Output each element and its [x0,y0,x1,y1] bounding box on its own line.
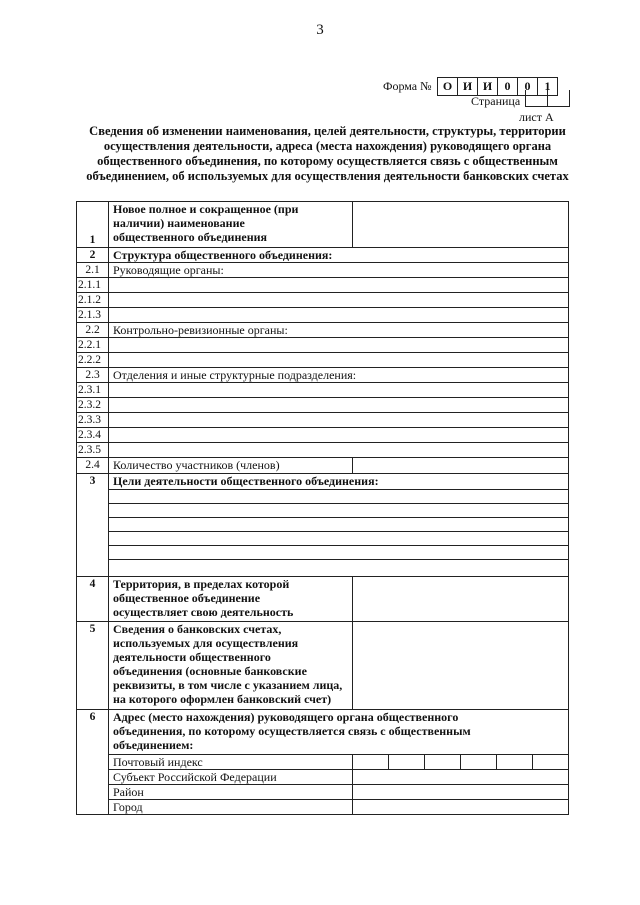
postal-code-digit[interactable] [389,755,425,770]
row-number: 6 [77,710,109,815]
goals-line [77,546,569,560]
row-4 [77,577,569,622]
federal-subject-field[interactable] [353,770,569,785]
row-number: 1 [77,202,109,248]
goals-line [77,490,569,504]
row-label-address: Адрес (место нахождения) руководящего органа общественного объединения, по которому осуществляется связь с общественным объединением: [109,710,569,755]
row-number: 2 [77,248,109,263]
postal-code-digit[interactable] [425,755,461,770]
row-number: 2.2 [77,323,109,338]
goals-field[interactable] [109,504,569,518]
row-number: 2.3.3 [77,413,109,428]
goals-field[interactable] [109,532,569,546]
branch-field[interactable] [109,428,569,443]
sheet-label: лист А [519,110,554,124]
row-2-3-5 [77,443,569,458]
goals-line [77,504,569,518]
row-label-branches: Отделения и иные структурные подразделения: [109,368,569,383]
row-number: 2.3.1 [77,383,109,398]
row-2-3-3 [77,413,569,428]
row-number: 4 [77,577,109,622]
page-number-boxes [525,90,570,107]
row-number: 2.1.2 [77,293,109,308]
row-label-city: Город [109,800,353,815]
city-field[interactable] [353,800,569,815]
row-2-2-1 [77,338,569,353]
row-label-bank-accounts: Сведения о банковских счетах, используемых для осуществления деятельности общественного объединения (основные банковские реквизиты, в том числе с указанием лица, на которого оформлен банковский счет) [109,622,353,710]
goals-line [77,532,569,546]
row-label-audit-bodies: Контрольно-ревизионные органы: [109,323,569,338]
row-number: 2.3.2 [77,398,109,413]
bank-accounts-field[interactable] [353,622,569,710]
row-label-governing-bodies: Руководящие органы: [109,263,569,278]
row-label-structure: Структура общественного объединения: [109,248,569,263]
new-name-field[interactable] [353,202,569,248]
row-number: 5 [77,622,109,710]
governing-body-field[interactable] [109,293,569,308]
page-number-box[interactable] [548,90,569,106]
row-6-city [77,800,569,815]
row-2-3-1 [77,383,569,398]
row-6-postal-code [77,755,569,770]
row-label-territory: Территория, в пределах которой общественное объединение осуществляет свою деятельность [109,577,353,622]
branch-field[interactable] [109,443,569,458]
row-label-postal-code: Почтовый индекс [109,755,353,770]
row-2-1 [77,263,569,278]
row-2-2-2 [77,353,569,368]
goals-line [77,518,569,532]
members-count-field[interactable] [353,458,569,474]
row-label-district: Район [109,785,353,800]
form-code-cell: 0 [498,78,518,95]
row-2-3-2 [77,398,569,413]
territory-field[interactable] [353,577,569,622]
row-2-2 [77,323,569,338]
form-code-cell: И [458,78,478,95]
form-table [76,201,569,815]
row-label-goals: Цели деятельности общественного объединения: [109,474,569,490]
form-code-cell: О [438,78,458,95]
row-label-federal-subject: Субъект Российской Федерации [109,770,353,785]
postal-code-digit[interactable] [353,755,389,770]
row-2-1-1 [77,278,569,293]
form-code-cell: И [478,78,498,95]
row-number: 2.2.1 [77,338,109,353]
goals-field[interactable] [109,518,569,532]
row-1 [77,202,569,248]
row-number: 2.1.3 [77,308,109,323]
governing-body-field[interactable] [109,308,569,323]
row-6 [77,710,569,755]
branch-field[interactable] [109,413,569,428]
postal-code-digit[interactable] [461,755,497,770]
row-3 [77,474,569,490]
goals-field[interactable] [109,490,569,504]
row-6-subject [77,770,569,785]
page-number: 3 [316,22,324,38]
row-2-3-4 [77,428,569,443]
row-number: 2.1.1 [77,278,109,293]
document-title: Сведения об изменении наименования, целей деятельности, структуры, территории осуществления деятельности, адреса (места нахождения) руководящего органа общественного объединения, по которому осуществляется связь с общественным объединением, об используемых для осуществления деятельности банковских счетах [86,124,569,183]
district-field[interactable] [353,785,569,800]
form-number-label: Форма № [383,79,432,93]
postal-code-digit[interactable] [533,755,569,770]
branch-field[interactable] [109,398,569,413]
audit-body-field[interactable] [109,338,569,353]
row-2 [77,248,569,263]
row-5 [77,622,569,710]
page-number-box[interactable] [526,90,548,106]
page-label: Страница [471,94,521,108]
audit-body-field[interactable] [109,353,569,368]
row-2-4 [77,458,569,474]
row-2-1-2 [77,293,569,308]
row-2-3 [77,368,569,383]
row-number: 2.3.4 [77,428,109,443]
form-code-cell: 0 [518,78,538,95]
row-label-members-count: Количество участников (членов) [109,458,353,474]
row-label-new-name: Новое полное и сокращенное (при наличии) наименование общественного объединения [109,202,353,248]
governing-body-field[interactable] [109,278,569,293]
row-number: 2.3 [77,368,109,383]
goals-field[interactable] [109,546,569,560]
postal-code-digit[interactable] [497,755,533,770]
row-number: 2.1 [77,263,109,278]
goals-field[interactable] [109,560,569,577]
row-number: 2.4 [77,458,109,474]
goals-line [77,560,569,577]
form-code-cell: 1 [544,79,551,93]
row-number: 2.2.2 [77,353,109,368]
branch-field[interactable] [109,383,569,398]
row-number: 2.3.5 [77,443,109,458]
row-number: 3 [77,474,109,577]
row-2-1-3 [77,308,569,323]
row-6-district [77,785,569,800]
